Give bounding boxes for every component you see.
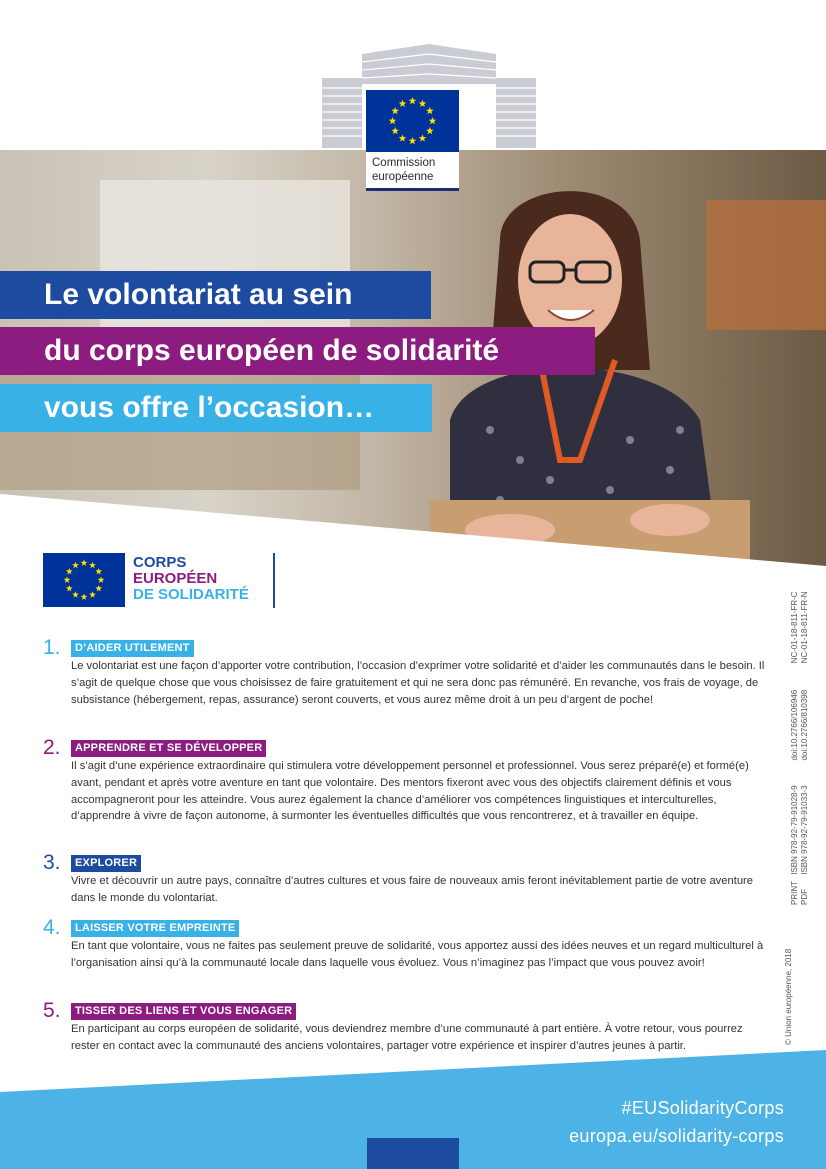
eu-star: [419, 100, 427, 107]
eu-star: [66, 585, 73, 591]
eu-star: [389, 117, 397, 124]
commission-name: [372, 156, 458, 184]
eu-star: [419, 134, 427, 141]
eu-star: [81, 560, 88, 566]
eu-star: [399, 134, 407, 141]
corps-logo-divider: [273, 553, 275, 608]
eu-star: [64, 577, 71, 583]
eu-star: [66, 568, 73, 574]
footer-band: [0, 1050, 826, 1169]
print-catalogue: NC-01-18-811-FR-C: [790, 591, 799, 664]
commission-underline: [366, 188, 459, 191]
eu-flag-icon: [43, 553, 125, 607]
eu-star: [81, 594, 88, 600]
item-number: 2.: [43, 736, 61, 759]
item-body: Vivre et découvrir un autre pays, connaître d’autres cultures et vous faire de nouveaux amis feront inévitablement partie de votre aventure dans le monde du volontariat.: [71, 875, 753, 904]
eu-flag-icon: [366, 90, 459, 152]
print-label: PRINT: [790, 881, 799, 905]
corps-logo-line2: EUROPÉEN: [133, 570, 218, 587]
eu-star: [89, 591, 96, 597]
item-title: EXPLORER: [71, 855, 141, 872]
commission-emblem: [366, 90, 459, 190]
item-number: 3.: [43, 851, 61, 874]
item-body: En participant au corps européen de solidarité, vous deviendrez membre d’une communauté à part entière. À votre retour, vous pourrez rester en contact avec la communauté des anciens volontaires, partager votre expérience et inspirer d’autres jeunes à partir.: [71, 1023, 743, 1052]
commission-name-line1: Commission: [372, 157, 436, 169]
eu-star: [95, 568, 102, 574]
pdf-isbn: ISBN 978-92-79-91033-3: [800, 785, 809, 875]
eu-star: [409, 137, 417, 144]
solidarity-corps-logo: [43, 553, 283, 609]
pdf-doi: doi:10.2766/810398: [800, 689, 809, 761]
eu-star: [426, 107, 434, 114]
item-title: D’AIDER UTILEMENT: [71, 640, 194, 657]
item-body: En tant que volontaire, vous ne faites pas seulement preuve de solidarité, vous apportez aussi des idées neuves et un regard multiculturel à l’organisation ainsi qu’à la communauté locale dans laquelle vous évoluez. Vous n’imaginez pas l’impact que vous pouvez avoir!: [71, 940, 764, 969]
list-item: [43, 736, 763, 845]
pdf-catalogue: NC-01-18-811-FR-N: [800, 591, 809, 664]
item-body: Il s’agit d’une expérience extraordinaire qui stimulera votre développement personnel et professionnel. Vous serez préparé(e) et formé(e) avant, pendant et après votre aventure en tant que volontaire. Des mentors fixeront avec vous des objectifs clairement définis et vous accompagneront pour les atteindre. Vous aurez également la chance d’améliorer vos compétences linguistiques et interculturelles, d’apprendre à vivre de façon autonome, à surmonter les éventuelles difficultés que vous rencontrerez, et à travailler en équipe.: [71, 760, 749, 823]
item-number: 1.: [43, 636, 61, 659]
eu-star: [399, 100, 407, 107]
copyright-text: © Union européenne, 2018: [784, 948, 793, 1045]
corps-logo-line3: DE SOLIDARITÉ: [133, 586, 249, 603]
print-doi: doi:10.2766/106946: [790, 689, 799, 761]
headline-line3: vous offre l’occasion…: [0, 384, 432, 432]
list-item: [43, 636, 765, 730]
corps-logo-text: [133, 555, 249, 603]
eu-star: [391, 107, 399, 114]
commission-name-line2: européenne: [372, 171, 434, 183]
print-isbn: ISBN 978-92-79-91028-9: [790, 785, 799, 875]
eu-star: [426, 127, 434, 134]
footer-url-link[interactable]: europa.eu/solidarity-corps: [569, 1126, 784, 1146]
footer-tab: [367, 1138, 459, 1169]
headline-line2: du corps européen de solidarité: [0, 327, 595, 375]
eu-star: [409, 97, 417, 104]
publication-info: [784, 575, 824, 1045]
list-item: [43, 851, 763, 910]
item-title: LAISSER VOTRE EMPREINTE: [71, 920, 239, 937]
eu-star: [89, 562, 96, 568]
eu-star: [391, 127, 399, 134]
print-info-row: [790, 591, 800, 905]
eu-star: [95, 585, 102, 591]
eu-star: [429, 117, 437, 124]
item-body: Le volontariat est une façon d’apporter votre contribution, l’occasion d’exprimer votre solidarité et d’aider les communautés dans le besoin. Il s’agit de quelque chose que vous choisissez de faire gratuitement et qui ne sera donc pas rémunéré. En revanche, vos frais de voyage, de subsistance (hébergement, repas, assurance) seront couverts, et vous aurez même droit à un peu d’argent de poche!: [71, 660, 765, 706]
item-title: APPRENDRE ET SE DÉVELOPPER: [71, 740, 266, 757]
commission-logo: [322, 44, 536, 192]
pdf-label: PDF: [800, 889, 809, 905]
eu-star: [98, 577, 105, 583]
headline-line1: Le volontariat au sein: [0, 271, 431, 319]
pdf-info-row: [800, 591, 810, 905]
item-number: 4.: [43, 916, 61, 939]
list-item: [43, 916, 764, 992]
corps-logo-line1: CORPS: [133, 554, 187, 571]
item-number: 5.: [43, 999, 61, 1022]
eu-star: [72, 562, 79, 568]
eu-star: [72, 591, 79, 597]
item-title: TISSER DES LIENS ET VOUS ENGAGER: [71, 1003, 296, 1020]
footer-hashtag[interactable]: #EUSolidarityCorps: [621, 1098, 784, 1118]
